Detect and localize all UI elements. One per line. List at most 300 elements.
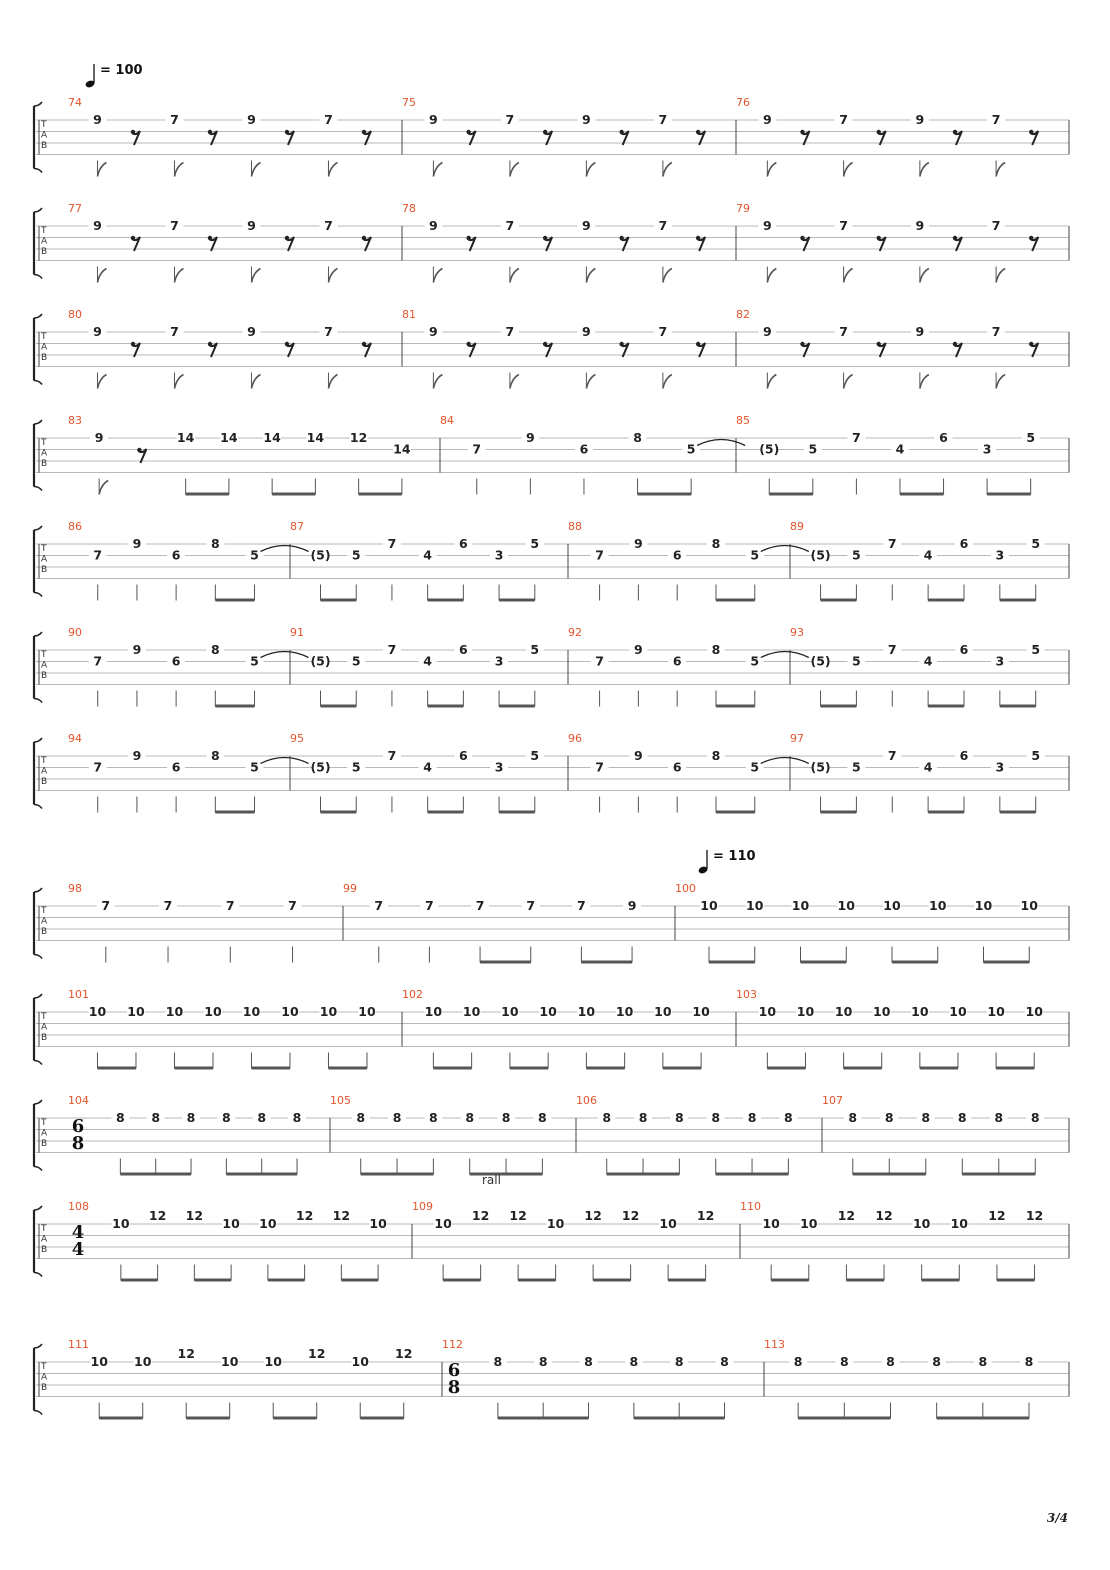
fret-number: 12 — [696, 1208, 715, 1223]
time-signature-bottom: 8 — [447, 1377, 461, 1398]
note-beam — [821, 705, 857, 708]
note-beam — [273, 1417, 317, 1420]
eighth-rest-dot — [362, 342, 366, 346]
tab-clef-letter: B — [41, 671, 48, 681]
note-beam — [853, 1173, 926, 1176]
note-beam — [428, 599, 464, 602]
fret-number: 9 — [526, 430, 535, 445]
fret-number: 9 — [247, 112, 256, 127]
fret-number: (5) — [810, 653, 831, 669]
fret-number: 4 — [423, 547, 432, 563]
fret-number: 12 — [295, 1208, 314, 1223]
fret-number: 10 — [546, 1216, 565, 1231]
note-beam — [1000, 705, 1036, 708]
note-flag — [996, 269, 1005, 283]
measure-number: 77 — [68, 202, 82, 215]
page-number: 3/4 — [1046, 1511, 1068, 1525]
note-beam — [663, 1067, 701, 1070]
fret-number: 10 — [987, 1004, 1005, 1019]
fret-number: 7 — [101, 898, 111, 913]
tab-clef-letter: B — [41, 1033, 48, 1043]
fret-number: 5 — [351, 547, 361, 563]
fret-number: 9 — [634, 748, 643, 763]
eighth-rest-dot — [877, 130, 881, 134]
eighth-rest-dot — [131, 236, 135, 240]
tab-clef-letter: T — [41, 332, 47, 342]
measure-number: 97 — [790, 732, 804, 745]
tab-clef-letter: B — [41, 927, 48, 937]
tab-clef-letter: A — [41, 660, 48, 671]
fret-number: 8 — [465, 1110, 475, 1125]
measure-number: 110 — [740, 1200, 761, 1213]
tab-clef-letter: T — [41, 120, 47, 130]
note-flag — [996, 163, 1005, 177]
tie-arc — [261, 758, 309, 764]
fret-number: 10 — [762, 1216, 780, 1231]
note-beam — [1000, 599, 1036, 602]
note-flag — [433, 375, 442, 389]
note-beam — [900, 493, 944, 496]
fret-number: 12 — [332, 1208, 351, 1223]
fret-number: 14 — [220, 430, 238, 445]
measure-number: 99 — [343, 882, 357, 895]
tab-clef-letter: A — [41, 448, 48, 459]
eighth-rest-dot — [285, 236, 289, 240]
fret-number: 3 — [494, 547, 504, 563]
note-beam — [922, 1279, 960, 1282]
fret-number: 10 — [242, 1004, 261, 1019]
fret-number: 7 — [374, 898, 384, 913]
fret-number: 7 — [658, 218, 668, 233]
fret-number: 10 — [462, 1004, 481, 1019]
note-beam — [518, 1279, 556, 1282]
fret-number: 7 — [505, 324, 515, 339]
fret-number: 10 — [222, 1216, 240, 1231]
fret-number: 10 — [424, 1004, 443, 1019]
fret-number: 7 — [839, 112, 848, 127]
fret-number: 7 — [475, 898, 485, 913]
note-flag — [920, 375, 929, 389]
fret-number: 6 — [459, 536, 468, 551]
bracket-bottom-hook — [34, 381, 42, 385]
fret-number: 7 — [93, 547, 103, 563]
fret-number: 12 — [988, 1208, 1006, 1223]
fret-number: 5 — [750, 759, 760, 775]
tab-clef-letter: A — [41, 1022, 48, 1033]
measure-number: 96 — [568, 732, 582, 745]
fret-number: 9 — [93, 112, 102, 127]
eighth-rest-dot — [131, 130, 135, 134]
note-flag — [920, 163, 929, 177]
measure-number: 81 — [402, 308, 416, 321]
fret-number: 7 — [887, 748, 897, 763]
note-beam — [716, 705, 755, 708]
fret-number: 8 — [638, 1110, 648, 1125]
note-flag — [844, 375, 853, 389]
fret-number: 10 — [659, 1216, 677, 1231]
fret-number: 6 — [459, 642, 468, 657]
fret-number: 7 — [387, 642, 397, 657]
eighth-rest-dot — [877, 236, 881, 240]
fret-number: 10 — [873, 1004, 891, 1019]
measure-number: 90 — [68, 626, 82, 639]
eighth-rest-dot — [619, 236, 623, 240]
fret-number: 8 — [222, 1110, 231, 1125]
fret-number: (5) — [810, 547, 831, 563]
fret-number: 7 — [324, 324, 333, 339]
note-flag — [586, 375, 595, 389]
fret-number: 6 — [171, 759, 181, 775]
bracket-top-hook — [34, 738, 42, 742]
fret-number: 6 — [959, 536, 969, 551]
fret-number: 8 — [116, 1110, 125, 1125]
tab-clef-letter: T — [41, 544, 47, 554]
note-flag — [844, 163, 853, 177]
fret-number: 9 — [93, 218, 102, 233]
fret-number: 7 — [852, 430, 861, 445]
eighth-rest-dot — [953, 130, 957, 134]
fret-number: 10 — [319, 1004, 338, 1019]
fret-number: 5 — [530, 536, 540, 551]
fret-number: 10 — [949, 1004, 967, 1019]
fret-number: 12 — [308, 1346, 326, 1361]
measure-number: 101 — [68, 988, 89, 1001]
fret-number: 4 — [423, 653, 432, 669]
fret-number: 10 — [539, 1004, 557, 1019]
note-flag — [767, 269, 776, 283]
measure-number: 100 — [675, 882, 696, 895]
note-beam — [428, 705, 464, 708]
eighth-rest-dot — [696, 342, 700, 346]
fret-number: 10 — [800, 1216, 818, 1231]
fret-number: (5) — [810, 759, 831, 775]
note-flag — [920, 269, 929, 283]
fret-number: 5 — [351, 653, 361, 669]
tab-clef-letter: B — [41, 141, 48, 151]
eighth-rest-dot — [619, 130, 623, 134]
measure-number: 107 — [822, 1094, 843, 1107]
fret-number: 10 — [929, 898, 947, 913]
fret-number: 10 — [351, 1354, 369, 1369]
fret-number: 8 — [793, 1354, 803, 1369]
fret-number: 14 — [306, 430, 325, 445]
fret-number: 3 — [982, 441, 992, 457]
fret-number: 9 — [762, 112, 772, 127]
note-beam — [361, 1173, 434, 1176]
fret-number: 12 — [185, 1208, 204, 1223]
note-beam — [716, 811, 755, 814]
note-beam — [480, 961, 531, 964]
fret-number: 3 — [494, 653, 504, 669]
fret-number: 10 — [221, 1354, 239, 1369]
tab-clef-letter: T — [41, 756, 47, 766]
tie-arc — [697, 440, 745, 446]
note-beam — [499, 599, 535, 602]
eighth-rest-dot — [696, 236, 700, 240]
note-beam — [321, 705, 357, 708]
note-beam — [962, 1173, 1035, 1176]
tie-arc — [261, 546, 309, 552]
fret-number: 10 — [912, 1216, 931, 1231]
measure-number: 113 — [764, 1338, 785, 1351]
note-beam — [821, 811, 857, 814]
measure-number: 95 — [290, 732, 304, 745]
measure-number: 89 — [790, 520, 804, 533]
fret-number: 9 — [634, 642, 643, 657]
bracket-bottom-hook — [34, 955, 42, 959]
tab-clef-letter: B — [41, 565, 48, 575]
fret-number: 8 — [711, 1110, 721, 1125]
fret-number: 7 — [991, 112, 1001, 127]
fret-number: 8 — [257, 1110, 267, 1125]
fret-number: 14 — [263, 430, 281, 445]
fret-number: 10 — [911, 1004, 929, 1019]
fret-number: 8 — [210, 748, 220, 763]
eighth-rest-dot — [137, 448, 141, 452]
measure-number: 76 — [736, 96, 750, 109]
note-beam — [767, 1067, 805, 1070]
note-flag — [328, 269, 337, 283]
time-signature-top: 6 — [71, 1116, 85, 1137]
note-flag — [174, 163, 183, 177]
tab-clef-letter: A — [41, 236, 48, 247]
note-beam — [120, 1173, 191, 1176]
fret-number: 10 — [577, 1004, 596, 1019]
eighth-rest-dot — [466, 130, 470, 134]
tab-clef-letter: A — [41, 554, 48, 565]
eighth-rest-dot — [800, 236, 804, 240]
measure-number: 111 — [68, 1338, 89, 1351]
fret-number: 8 — [633, 430, 642, 445]
measure-number: 109 — [412, 1200, 433, 1213]
fret-number: 10 — [834, 1004, 853, 1019]
fret-number: 7 — [839, 324, 848, 339]
fret-number: 5 — [852, 653, 861, 669]
note-beam — [586, 1067, 624, 1070]
eighth-rest-dot — [800, 130, 804, 134]
measure-number: 85 — [736, 414, 750, 427]
measure-number: 78 — [402, 202, 416, 215]
fret-number: 5 — [686, 441, 696, 457]
fret-number: 6 — [959, 642, 969, 657]
fret-number: 9 — [429, 112, 438, 127]
time-signature-bottom: 4 — [71, 1239, 85, 1260]
fret-number: 12 — [395, 1346, 413, 1361]
note-beam — [498, 1417, 589, 1420]
fret-number: 7 — [505, 218, 515, 233]
fret-number: 7 — [595, 547, 604, 563]
fret-number: 10 — [259, 1216, 277, 1231]
eighth-rest-dot — [131, 342, 135, 346]
note-flag — [97, 269, 106, 283]
fret-number: 9 — [582, 324, 591, 339]
note-beam — [769, 493, 813, 496]
fret-number: 10 — [501, 1004, 519, 1019]
note-beam — [937, 1417, 1029, 1420]
note-beam — [928, 705, 964, 708]
fret-number: 10 — [883, 898, 901, 913]
fret-number: 10 — [1025, 1004, 1043, 1019]
note-flag — [663, 269, 672, 283]
fret-number: 5 — [1031, 642, 1041, 657]
note-beam — [638, 493, 692, 496]
note-beam — [821, 599, 857, 602]
fret-number: 10 — [134, 1354, 152, 1369]
note-beam — [433, 1067, 471, 1070]
fret-number: 9 — [93, 324, 102, 339]
time-signature-top: 6 — [447, 1360, 461, 1381]
fret-number: 10 — [90, 1354, 108, 1369]
measure-number: 106 — [576, 1094, 597, 1107]
note-flag — [328, 163, 337, 177]
eighth-rest-dot — [619, 342, 623, 346]
rall-marking: rall — [482, 1173, 501, 1187]
note-flag — [996, 375, 1005, 389]
fret-number: 6 — [579, 441, 589, 457]
fret-number: 10 — [974, 898, 993, 913]
fret-number: 8 — [629, 1354, 639, 1369]
note-beam — [215, 811, 254, 814]
measure-number: 87 — [290, 520, 304, 533]
fret-number: 5 — [250, 653, 259, 669]
note-beam — [97, 1067, 136, 1070]
fret-number: 12 — [471, 1208, 490, 1223]
fret-number: 10 — [281, 1004, 299, 1019]
note-flag — [586, 163, 595, 177]
fret-number: 7 — [425, 898, 434, 913]
fret-number: 5 — [808, 441, 818, 457]
tab-clef-letter: A — [41, 766, 48, 777]
eighth-rest-dot — [285, 342, 289, 346]
tab-clef-letter: A — [41, 916, 48, 927]
note-flag — [97, 163, 106, 177]
fret-number: 8 — [932, 1354, 942, 1369]
note-beam — [499, 705, 535, 708]
fret-number: (5) — [310, 653, 331, 669]
fret-number: 12 — [177, 1346, 195, 1361]
eighth-rest-dot — [362, 236, 366, 240]
fret-number: 8 — [429, 1110, 438, 1125]
note-flag — [767, 375, 776, 389]
tab-clef-letter: B — [41, 1383, 48, 1393]
fret-number: 9 — [915, 218, 925, 233]
fret-number: 3 — [995, 759, 1005, 775]
fret-number: 8 — [151, 1110, 161, 1125]
eighth-rest-dot — [953, 236, 957, 240]
fret-number: 8 — [675, 1110, 684, 1125]
fret-number: (5) — [759, 441, 780, 457]
fret-number: 7 — [658, 324, 668, 339]
measure-number: 79 — [736, 202, 750, 215]
note-flag — [328, 375, 337, 389]
measure-number: 74 — [68, 96, 82, 109]
bracket-bottom-hook — [34, 1273, 42, 1277]
fret-number: 9 — [762, 218, 772, 233]
note-beam — [359, 493, 402, 496]
measure-number: 104 — [68, 1094, 89, 1107]
fret-number: 8 — [538, 1354, 548, 1369]
fret-number: 7 — [170, 218, 179, 233]
fret-number: 8 — [711, 642, 721, 657]
fret-number: 5 — [530, 642, 540, 657]
tab-clef-letter: B — [41, 459, 48, 469]
tab-clef-letter: A — [41, 1234, 48, 1245]
fret-number: 10 — [112, 1216, 130, 1231]
bracket-bottom-hook — [34, 275, 42, 279]
note-flag — [663, 375, 672, 389]
note-beam — [607, 1173, 680, 1176]
fret-number: 10 — [692, 1004, 710, 1019]
tab-clef-letter: T — [41, 1012, 47, 1022]
fret-number: 7 — [887, 642, 897, 657]
note-beam — [360, 1417, 404, 1420]
fret-number: 7 — [387, 536, 397, 551]
eighth-rest-dot — [1029, 236, 1033, 240]
fret-number: 5 — [530, 748, 540, 763]
note-beam — [1000, 811, 1036, 814]
fret-number: 9 — [634, 536, 643, 551]
measure-number: 75 — [402, 96, 416, 109]
fret-number: 7 — [225, 898, 235, 913]
time-signature-bottom: 8 — [71, 1133, 85, 1154]
note-flag — [251, 269, 260, 283]
note-flag — [251, 163, 260, 177]
fret-number: 6 — [672, 547, 682, 563]
fret-number: 7 — [93, 653, 103, 669]
fret-number: 7 — [472, 441, 482, 457]
fret-number: 12 — [1025, 1208, 1044, 1223]
fret-number: 8 — [711, 748, 721, 763]
fret-number: 6 — [672, 653, 682, 669]
note-beam — [186, 493, 229, 496]
fret-number: 12 — [621, 1208, 640, 1223]
fret-number: 3 — [494, 759, 504, 775]
fret-number: 4 — [923, 547, 933, 563]
eighth-rest-dot — [1029, 130, 1033, 134]
bracket-top-hook — [34, 1206, 42, 1210]
bracket-top-hook — [34, 208, 42, 212]
note-beam — [215, 705, 254, 708]
tab-clef-letter: B — [41, 777, 48, 787]
fret-number: 8 — [356, 1110, 366, 1125]
fret-number: 10 — [434, 1216, 452, 1231]
fret-number: 8 — [848, 1110, 858, 1125]
eighth-rest-dot — [1029, 342, 1033, 346]
fret-number: 10 — [358, 1004, 376, 1019]
fret-number: 8 — [210, 642, 220, 657]
fret-number: 8 — [1030, 1110, 1040, 1125]
note-flag — [251, 375, 260, 389]
note-beam — [593, 1279, 631, 1282]
fret-number: 5 — [1031, 536, 1041, 551]
fret-number: 7 — [991, 324, 1001, 339]
bracket-bottom-hook — [34, 1411, 42, 1415]
note-flag — [433, 163, 442, 177]
note-beam — [920, 1067, 958, 1070]
note-beam — [709, 961, 755, 964]
fret-number: 7 — [324, 112, 333, 127]
note-flag — [844, 269, 853, 283]
tie-arc — [761, 758, 809, 764]
fret-number: 5 — [750, 547, 760, 563]
note-beam — [99, 1417, 143, 1420]
bracket-top-hook — [34, 888, 42, 892]
note-beam — [443, 1279, 481, 1282]
eighth-rest-dot — [800, 342, 804, 346]
fret-number: 9 — [915, 112, 925, 127]
note-beam — [341, 1279, 378, 1282]
tab-clef-letter: A — [41, 1128, 48, 1139]
